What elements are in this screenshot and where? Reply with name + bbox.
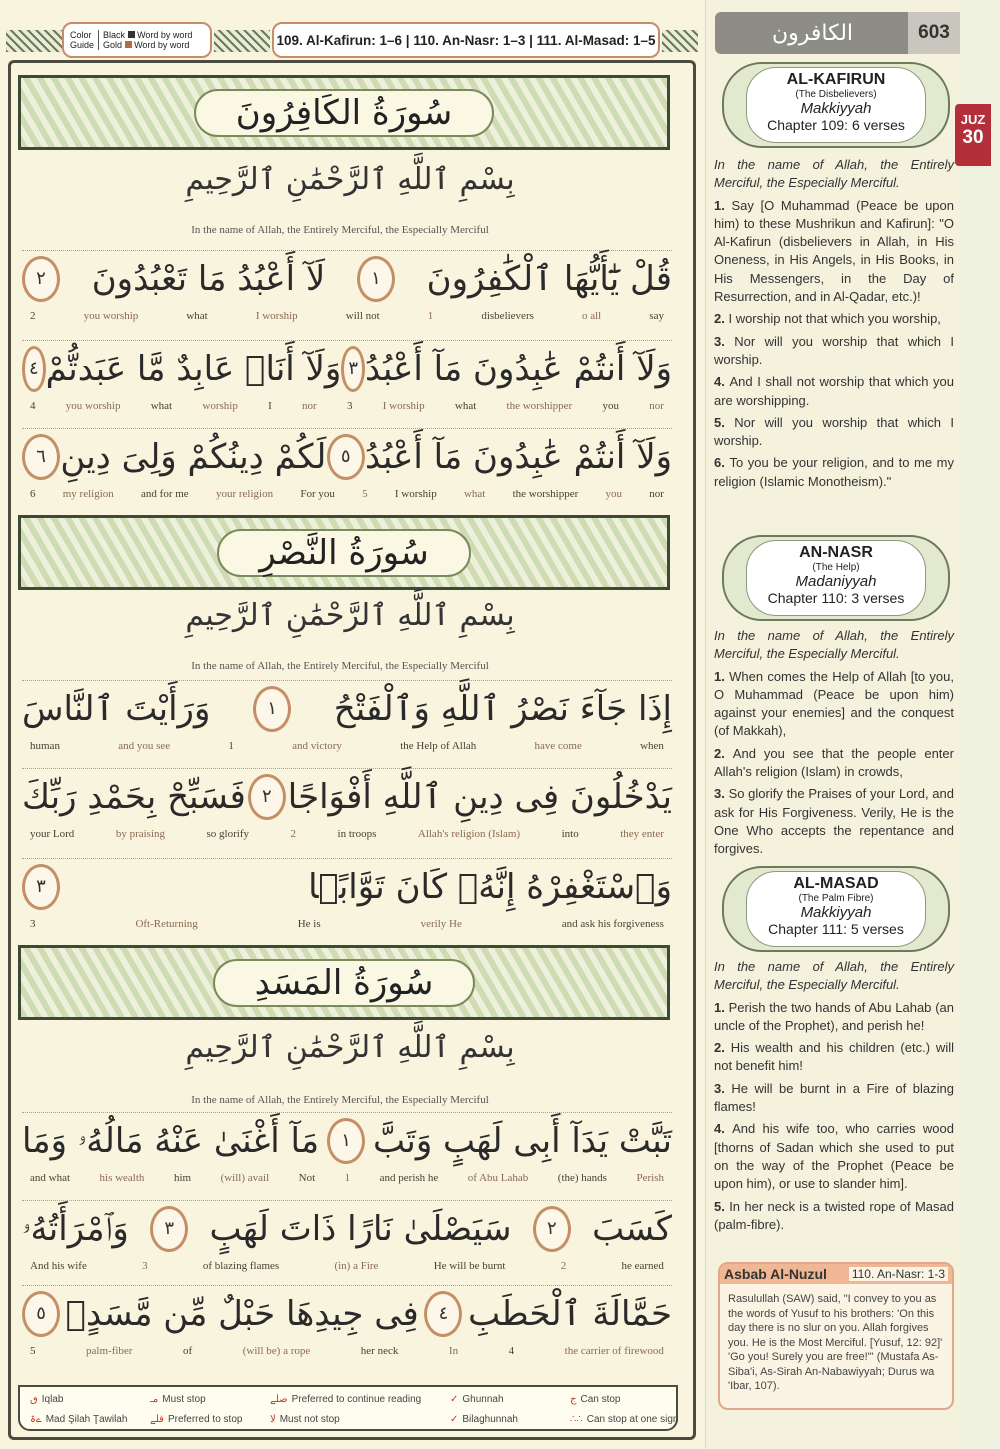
verse-number-marker: ٣ xyxy=(341,346,365,392)
legend-label: Preferred to continue reading xyxy=(291,1393,422,1405)
gloss-word: the Help of Allah xyxy=(400,740,477,752)
page-edge xyxy=(960,0,1000,1449)
verse-number-marker: ٤ xyxy=(22,346,46,392)
bismillah-translation: In the name of Allah, the Entirely Merciful, the Especially Merciful. xyxy=(714,157,954,191)
surah-sub: (The Disbelievers) xyxy=(795,89,877,100)
gloss-word: he earned xyxy=(621,1260,664,1272)
gloss-word: I worship xyxy=(255,310,298,322)
gloss-word: worship xyxy=(202,400,238,412)
legend-label: Mad Şilah Ţawilah xyxy=(45,1413,128,1425)
verse-arabic xyxy=(22,1286,672,1341)
arabic-words: يَدْخُلُونَ فِى دِينِ ٱللَّهِ أَفْوَاجًا xyxy=(287,777,672,817)
gloss-word: and ask his forgiveness xyxy=(561,918,664,930)
verse-arabic xyxy=(22,681,672,736)
gloss-word: 2 xyxy=(560,1260,567,1272)
legend-item xyxy=(270,1414,450,1425)
gloss-word: I worship xyxy=(382,400,425,412)
ornament xyxy=(214,30,270,52)
legend-item xyxy=(30,1394,150,1405)
legend-label: Can stop at one sign xyxy=(586,1413,679,1425)
legend-label: Must not stop xyxy=(279,1413,340,1425)
surah-info xyxy=(746,540,926,616)
verse-row xyxy=(22,428,672,500)
bismillah-arabic: بِسْمِ ٱللَّهِ ٱلرَّحْمَٰنِ ٱلرَّحِيمِ xyxy=(185,162,515,197)
gloss-word: I worship xyxy=(394,488,437,500)
verse-number-marker: ٢ xyxy=(22,256,60,302)
gloss-word: you xyxy=(602,400,619,412)
gloss-word: when xyxy=(640,740,664,752)
gloss-word: 3 xyxy=(142,1260,148,1272)
verse-arabic xyxy=(22,341,672,396)
verse-translation xyxy=(714,785,954,858)
verse-translation xyxy=(714,1080,954,1117)
gloss-word: your Lord xyxy=(30,828,75,840)
legend-symbol-icon: ✓ xyxy=(450,1413,459,1425)
page-number: 603 xyxy=(908,12,960,54)
verse-number: 3. xyxy=(714,333,735,349)
verse-translation xyxy=(714,333,954,370)
verse-row xyxy=(22,250,672,322)
asbab-al-nuzul-box xyxy=(718,1262,954,1410)
gloss-word: 3 xyxy=(346,400,353,412)
verse-row xyxy=(22,768,672,840)
verse-number-marker: ٥ xyxy=(327,434,365,480)
verse-row xyxy=(22,1285,672,1357)
arabic-words: وَٱسْتَغْفِرْهُ إِنَّهُۥ كَانَ تَوَّابًۢا xyxy=(308,866,672,907)
verse-text: I worship not that which you worship, xyxy=(728,311,941,327)
gloss-word: For you xyxy=(300,488,335,500)
gloss-word: have come xyxy=(534,740,582,752)
verse-row xyxy=(22,1200,672,1272)
verse-number: 1. xyxy=(714,999,729,1015)
verse-number-marker: ٣ xyxy=(22,864,60,910)
verse-number-marker: ٣ xyxy=(150,1206,188,1252)
verse-number-marker: ١ xyxy=(357,256,395,302)
word-by-word-gloss xyxy=(22,1345,672,1357)
word-by-word-gloss xyxy=(22,740,672,752)
gloss-word: (will be) a rope xyxy=(242,1345,311,1357)
gloss-word: him xyxy=(173,1172,192,1184)
gloss-word: Oft-Returning xyxy=(135,918,198,930)
gloss-word: what xyxy=(463,488,486,500)
gloss-word: nor xyxy=(649,488,664,500)
gloss-word: (in) a Fire xyxy=(334,1260,379,1272)
surah-sub: (The Help) xyxy=(812,562,860,573)
verse-number: 4. xyxy=(714,1121,733,1137)
translation-block xyxy=(714,156,954,495)
surah-chapter: Chapter 109: 6 verses xyxy=(767,117,905,133)
bismillah-arabic: بِسْمِ ٱللَّهِ ٱلرَّحْمَٰنِ ٱلرَّحِيمِ xyxy=(185,1030,515,1065)
word-by-word-gloss xyxy=(22,488,672,500)
verse-row xyxy=(22,680,672,752)
gloss-word: his wealth xyxy=(99,1172,145,1184)
arabic-words: لَكُمْ دِينُكُمْ وَلِىَ دِينِ xyxy=(60,436,327,477)
verse-number-marker: ٥ xyxy=(22,1291,60,1337)
gloss-word: Perish xyxy=(636,1172,664,1184)
surah-type: Madaniyyah xyxy=(795,573,877,590)
gloss-word: (the) hands xyxy=(557,1172,607,1184)
verse-text: And you see that the people enter Allah's religion (Islam) in crowds, xyxy=(714,745,954,780)
legend-label: Preferred to stop xyxy=(167,1413,243,1425)
verse-number: 5. xyxy=(714,414,735,430)
arabic-words: وَرَأَيْتَ ٱلنَّاسَ xyxy=(22,689,211,729)
word-by-word-gloss xyxy=(22,828,672,840)
gloss-word: verily He xyxy=(420,918,462,930)
verse-text: Perish the two hands of Abu Lahab (an uncle of the Prophet), and perish he! xyxy=(714,999,954,1033)
gloss-word: my religion xyxy=(62,488,114,500)
gloss-word: In xyxy=(448,1345,459,1357)
juz-number: 30 xyxy=(962,127,984,148)
color-guide xyxy=(62,22,212,58)
gloss-word: and what xyxy=(30,1172,71,1184)
legend-label: Iqlab xyxy=(41,1393,64,1405)
surah-info-card xyxy=(722,535,950,621)
gloss-word: you xyxy=(605,488,623,500)
bismillah-translation: In the name of Allah, the Entirely Merciful, the Especially Merciful xyxy=(191,224,489,236)
gloss-word: and victory xyxy=(292,740,342,752)
surah-info xyxy=(746,67,926,143)
gloss-word: by praising xyxy=(115,828,166,840)
legend-item xyxy=(30,1414,150,1425)
black-label: Black xyxy=(103,30,126,40)
translation-block xyxy=(714,627,954,863)
gloss-word: And his wife xyxy=(30,1260,87,1272)
verse-text: His wealth and his children (etc.) will not benefit him! xyxy=(714,1040,954,1074)
gloss-word: of Abu Lahab xyxy=(467,1172,529,1184)
arabic-words: وَلَآ أَنَا۠ عَابِدٌ مَّا عَبَدتُّمْ xyxy=(45,348,342,389)
arabic-words: فِى جِيدِهَا حَبْلٌ مِّن مَّسَدٍۭ xyxy=(65,1293,419,1334)
gloss-word: of xyxy=(183,1345,193,1357)
gloss-word: the worshipper xyxy=(506,400,573,412)
asbab-ref: 110. An-Nasr: 1-3 xyxy=(849,1267,948,1281)
legend-item xyxy=(270,1394,450,1405)
verse-text: Nor will you worship that which I worship. xyxy=(714,414,954,449)
gloss-word: nor xyxy=(649,400,664,412)
gloss-word: disbelievers xyxy=(481,310,534,322)
gloss-word: palm-fiber xyxy=(86,1345,133,1357)
gloss-word: human xyxy=(30,740,60,752)
gold-label: Gold xyxy=(103,40,123,50)
wbw-label: Word by word xyxy=(137,30,193,40)
gloss-word: and perish he xyxy=(379,1172,439,1184)
gloss-word: o all xyxy=(581,310,602,322)
gloss-word: nor xyxy=(302,400,317,412)
legend-item xyxy=(570,1414,690,1425)
surah-title-arabic: سُورَةُ الكَافِرُونَ xyxy=(194,89,494,137)
gloss-word: your religion xyxy=(215,488,274,500)
verse-text: He will be burnt in a Fire of blazing flames! xyxy=(714,1080,954,1115)
bismillah-translation: In the name of Allah, the Entirely Merciful, the Especially Merciful. xyxy=(714,959,954,993)
surah-info-card xyxy=(722,866,950,952)
verse-arabic xyxy=(22,859,672,914)
gloss-word: in troops xyxy=(337,828,377,840)
legend-item xyxy=(450,1394,570,1405)
legend-symbol-icon: مـ xyxy=(150,1393,159,1405)
legend-item xyxy=(570,1394,690,1405)
legend-label: Ghunnah xyxy=(462,1393,504,1405)
word-by-word-gloss xyxy=(22,400,672,412)
gloss-word: you worship xyxy=(83,310,139,322)
verse-text: Say [O Muhammad (Peace be upon him) to these Mushrikun and Kafirun]: "O Al-Kafirun (disbelievers in Allah, in His Oneness, in His Angels, in His Books, in His Messengers, in the Day of Resurrection, and in Al-Qadar, etc.)! xyxy=(714,197,954,305)
bismillah-translation: In the name of Allah, the Entirely Merciful, the Especially Merciful. xyxy=(714,628,954,662)
verse-number: 3. xyxy=(714,786,729,802)
surah-type: Makkiyyah xyxy=(800,904,872,921)
bismillah-translation: In the name of Allah, the Entirely Merciful, the Especially Merciful xyxy=(191,1094,489,1106)
gloss-word: they enter xyxy=(620,828,664,840)
verse-translation xyxy=(714,373,954,410)
gloss-word: (will) avail xyxy=(220,1172,270,1184)
gloss-word: 2 xyxy=(290,828,297,840)
legend-item xyxy=(450,1414,570,1425)
surah-name: AL-KAFIRUN xyxy=(786,71,886,88)
gloss-word: He is xyxy=(297,918,321,930)
surah-chapter: Chapter 110: 3 verses xyxy=(767,590,905,606)
surah-banner xyxy=(18,945,670,1020)
arabic-words: قُلْ يَٰٓأَيُّهَا ٱلْكَٰفِرُونَ xyxy=(426,259,672,299)
verse-row xyxy=(22,858,672,930)
verse-translation xyxy=(714,745,954,782)
verse-row xyxy=(22,340,672,412)
gloss-word: say xyxy=(649,310,664,322)
legend-item xyxy=(150,1414,270,1425)
verse-number: 2. xyxy=(714,311,729,327)
verse-text: When comes the Help of Allah [to you, O Muhammad (Peace be upon him) against your enemies] and the conquest (of Makkah), xyxy=(714,668,954,739)
verse-translation xyxy=(714,454,954,491)
verse-number-marker: ٢ xyxy=(248,774,286,820)
black-swatch xyxy=(128,31,135,38)
surah-sub: (The Palm Fibre) xyxy=(798,893,874,904)
gloss-word: 2 xyxy=(30,310,36,322)
arabic-words: وَٱمْرَأَتُهُۥ xyxy=(22,1208,129,1249)
verse-number: 2. xyxy=(714,1040,731,1056)
surah-name: AN-NASR xyxy=(799,544,873,561)
legend-label: Must stop xyxy=(162,1393,206,1405)
ornament xyxy=(6,30,66,52)
gloss-word: 1 xyxy=(427,310,434,322)
arabic-words: وَلَآ أَنتُمْ عَٰبِدُونَ مَآ أَعْبُدُ xyxy=(364,348,672,389)
surah-info xyxy=(746,871,926,947)
word-by-word-gloss xyxy=(22,1260,672,1272)
translation-block xyxy=(714,958,954,1238)
gloss-word: 6 xyxy=(30,488,36,500)
gloss-word: and you see xyxy=(118,740,171,752)
surah-name: AL-MASAD xyxy=(793,875,879,892)
surah-banner xyxy=(18,515,670,590)
gloss-word: 1 xyxy=(344,1172,351,1184)
asbab-text: Rasulullah (SAW) said, "I convey to you as the words of Yusuf to his brothers: 'On this day there is no slur on you. Allah forgives you. He is the Most Merciful. [Yusuf, 12: 92]' 'Go you! Surely you are free!'" (Mustafa As-Siba'i, As-Sirah An-Nabawiyyah; Durus wa 'Ibar, 107). xyxy=(728,1293,943,1392)
arabic-words: لَآ أَعْبُدُ مَا تَعْبُدُونَ xyxy=(91,258,326,299)
verse-number: 6. xyxy=(714,455,730,471)
verse-translation xyxy=(714,414,954,451)
gloss-word: and for me xyxy=(141,488,189,500)
verse-number-marker: ٦ xyxy=(22,434,60,480)
bismillah-arabic: بِسْمِ ٱللَّهِ ٱلرَّحْمَٰنِ ٱلرَّحِيمِ xyxy=(185,598,515,633)
gold-swatch xyxy=(125,41,132,48)
legend-symbol-icon: ٯ xyxy=(30,1393,38,1405)
verse-row xyxy=(22,1112,672,1184)
gloss-word: 4 xyxy=(30,400,36,412)
verse-number-marker: ١ xyxy=(327,1118,365,1164)
legend-symbol-icon: ✓ xyxy=(450,1393,459,1405)
verse-translation xyxy=(714,668,954,741)
arabic-words: إِذَا جَآءَ نَصْرُ ٱللَّهِ وَٱلْفَتْحُ xyxy=(333,689,672,729)
word-by-word-gloss xyxy=(22,310,672,322)
legend-symbol-icon: صلے xyxy=(270,1393,288,1405)
verse-text: And his wife too, who carries wood [thorns of Sadan which she used to put on the way of the Prophet (Peace be upon him), or use to slander him]. xyxy=(714,1121,954,1192)
surah-info-card xyxy=(722,62,950,148)
verse-number-marker: ٢ xyxy=(533,1206,571,1252)
juz-label: JUZ xyxy=(960,112,986,127)
verse-number-marker: ١ xyxy=(253,686,291,732)
verse-translation xyxy=(714,999,954,1036)
word-by-word-gloss xyxy=(22,1172,672,1184)
color-guide-label: Color xyxy=(70,30,92,40)
gloss-word: what xyxy=(186,310,208,322)
verse-arabic xyxy=(22,1113,672,1168)
verse-translation xyxy=(714,310,954,328)
surah-title-arabic: سُورَةُ المَسَدِ xyxy=(213,959,476,1007)
gloss-word: what xyxy=(454,400,477,412)
juz-tab xyxy=(955,104,991,166)
legend-symbol-icon: ےۃ xyxy=(30,1413,42,1425)
verse-arabic xyxy=(22,429,672,484)
verse-text: So glorify the Praises of your Lord, and ask for His Forgiveness. Verily, He is the One Who accepts the repentance and forgives. xyxy=(714,786,954,857)
arabic-words: مَآ أَغْنَىٰ عَنْهُ مَالُهُۥ وَمَا xyxy=(22,1120,320,1161)
legend-item xyxy=(150,1394,270,1405)
gloss-word: the carrier of firewood xyxy=(564,1345,664,1357)
gloss-word: 1 xyxy=(228,740,234,752)
verse-number: 5. xyxy=(714,1198,730,1214)
gloss-word: what xyxy=(150,400,173,412)
surah-banner xyxy=(18,75,670,150)
arabic-words: وَلَآ أَنتُمْ عَٰبِدُونَ مَآ أَعْبُدُ xyxy=(364,436,672,477)
legend-symbol-icon: لا xyxy=(270,1413,276,1425)
verse-translation xyxy=(714,1120,954,1193)
gloss-word: of blazing flames xyxy=(202,1260,280,1272)
verse-number-marker: ٤ xyxy=(424,1291,462,1337)
asbab-title: Asbab Al-Nuzul xyxy=(724,1266,827,1282)
gloss-word: the worshipper xyxy=(512,488,579,500)
legend xyxy=(18,1385,678,1431)
arabic-words: فَسَبِّحْ بِحَمْدِ رَبِّكَ xyxy=(22,776,246,817)
gloss-word: Not xyxy=(298,1172,316,1184)
arabic-words: حَمَّالَةَ ٱلْحَطَبِ xyxy=(468,1294,672,1334)
gloss-word: so glorify xyxy=(206,828,250,840)
verse-text: To you be your religion, and to me my religion (Islamic Monotheism)." xyxy=(714,455,954,489)
gloss-word: into xyxy=(561,828,579,840)
gloss-word: will not xyxy=(345,310,380,322)
verse-translation xyxy=(714,197,954,307)
gloss-word: you worship xyxy=(65,400,121,412)
legend-symbol-icon: ج xyxy=(570,1393,577,1405)
legend-symbol-icon: قلے xyxy=(150,1413,164,1425)
surah-name-header: الكافرون xyxy=(715,12,910,54)
surah-type: Makkiyyah xyxy=(800,100,872,117)
verse-number: 1. xyxy=(714,197,732,213)
verse-text: And I shall not worship that which you are worshipping. xyxy=(714,374,954,408)
arabic-words: تَبَّتْ يَدَآ أَبِى لَهَبٍ وَتَبَّ xyxy=(372,1120,672,1161)
verse-number: 2. xyxy=(714,745,733,761)
legend-symbol-icon: ∴∴ xyxy=(570,1413,583,1425)
verse-arabic xyxy=(22,251,672,306)
color-guide-label: Guide xyxy=(70,40,95,50)
surah-chapter: Chapter 111: 5 verses xyxy=(768,921,904,937)
verse-number: 1. xyxy=(714,668,730,684)
legend-label: Bilaghunnah xyxy=(462,1413,518,1425)
arabic-words: سَيَصْلَىٰ نَارًا ذَاتَ لَهَبٍ xyxy=(209,1208,512,1249)
verse-translation xyxy=(714,1039,954,1076)
surah-contents: 109. Al-Kafirun: 1–6 | 110. An-Nasr: 1–3 | 111. Al-Masad: 1–5 xyxy=(272,22,660,58)
gloss-word: her neck xyxy=(360,1345,399,1357)
verse-text: Nor will you worship that which I worship. xyxy=(714,333,954,367)
bismillah-translation: In the name of Allah, the Entirely Merciful, the Especially Merciful xyxy=(191,660,489,672)
verse-arabic xyxy=(22,1201,672,1256)
gloss-word: 3 xyxy=(30,918,36,930)
legend-label: Can stop xyxy=(580,1393,621,1405)
gloss-word: 5 xyxy=(362,488,368,500)
verse-number: 3. xyxy=(714,1080,732,1096)
verse-number: 4. xyxy=(714,374,730,390)
surah-title-arabic: سُورَةُ النَّصْرِ xyxy=(217,529,470,577)
gloss-word: He will be burnt xyxy=(433,1260,506,1272)
gloss-word: Allah's religion (Islam) xyxy=(417,828,521,840)
verse-translation xyxy=(714,1198,954,1235)
ornament xyxy=(662,30,698,52)
gloss-word: 5 xyxy=(30,1345,36,1357)
gloss-word: 4 xyxy=(508,1345,515,1357)
verse-arabic xyxy=(22,769,672,824)
wbw-label: Word by word xyxy=(134,40,190,50)
gloss-word: I xyxy=(268,400,272,412)
verse-text: In her neck is a twisted rope of Masad (palm-fibre). xyxy=(714,1198,954,1232)
word-by-word-gloss xyxy=(22,918,672,930)
arabic-words: كَسَبَ xyxy=(592,1208,672,1249)
